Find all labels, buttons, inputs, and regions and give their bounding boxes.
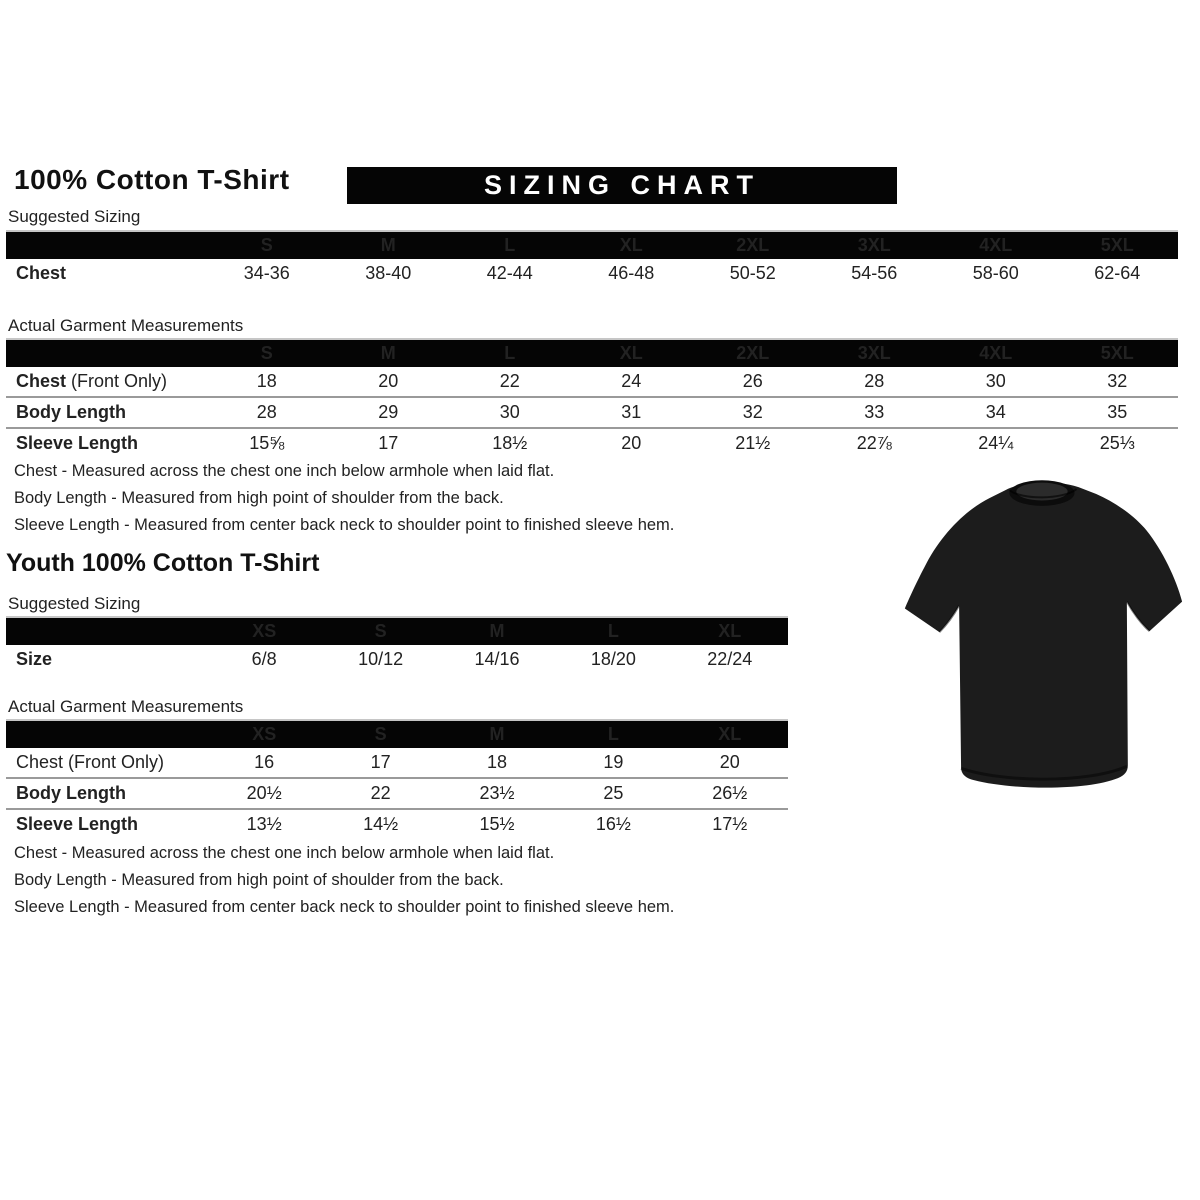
row-label-note: (Front Only) xyxy=(66,371,168,391)
row-label-text: Chest xyxy=(16,752,64,772)
row-label xyxy=(6,402,206,423)
value-cell: 20 xyxy=(378,371,399,391)
column-header: L xyxy=(607,621,619,641)
column-header: 5XL xyxy=(1100,343,1134,363)
value-cell: 25 xyxy=(603,783,624,803)
row-label-text: Size xyxy=(16,649,53,669)
youth-measurement-notes xyxy=(14,840,674,921)
value-cell: 25⅓ xyxy=(1099,433,1135,453)
value-cell: 22/24 xyxy=(707,649,753,669)
column-header: L xyxy=(504,235,516,255)
row-label-text: Chest xyxy=(16,371,67,391)
row-label-text: Body Length xyxy=(16,783,126,803)
page-title: 100% Cotton T-Shirt xyxy=(14,164,290,195)
table-header-row xyxy=(6,232,1178,259)
adult-actual-measurements-label: Actual Garment Measurements xyxy=(8,316,244,335)
column-header: 2XL xyxy=(736,343,770,363)
column-header: 5XL xyxy=(1100,235,1134,255)
value-cell: 23½ xyxy=(479,783,515,803)
value-cell: 30 xyxy=(499,402,520,422)
table-row xyxy=(6,777,788,808)
value-cell: 14½ xyxy=(363,814,399,834)
measurement-note-sleeve-length: Sleeve Length - Measured from center back neck to shoulder point to finished sleeve hem. xyxy=(14,898,675,916)
column-header: 4XL xyxy=(979,235,1013,255)
row-label-text: Sleeve Length xyxy=(16,433,139,453)
value-cell: 58-60 xyxy=(972,263,1019,283)
youth-suggested-sizing-table xyxy=(6,616,788,674)
row-label xyxy=(6,814,206,835)
column-header: L xyxy=(504,343,516,363)
value-cell: 32 xyxy=(742,402,763,422)
row-label xyxy=(6,263,206,284)
value-cell: 10/12 xyxy=(358,649,404,669)
youth-title: Youth 100% Cotton T-Shirt xyxy=(6,549,320,577)
column-header: XL xyxy=(619,343,643,363)
value-cell: 22⅞ xyxy=(856,433,892,453)
value-cell: 62-64 xyxy=(1094,263,1141,283)
sizing-chart-banner: SIZING CHART xyxy=(347,167,897,204)
adult-suggested-sizing-table xyxy=(6,230,1178,288)
value-cell: 29 xyxy=(378,402,399,422)
column-header: 3XL xyxy=(857,343,891,363)
value-cell: 21½ xyxy=(735,433,771,453)
value-cell: 24¼ xyxy=(978,433,1014,453)
value-cell: 15⅝ xyxy=(249,433,285,453)
column-header: XS xyxy=(252,621,277,641)
value-cell: 30 xyxy=(985,371,1006,391)
value-cell: 32 xyxy=(1107,371,1128,391)
table-row xyxy=(6,808,788,839)
value-cell: 13½ xyxy=(246,814,282,834)
value-cell: 14/16 xyxy=(474,649,520,669)
value-cell: 17½ xyxy=(712,814,748,834)
column-header: M xyxy=(489,724,505,744)
measurement-note-body-length: Body Length - Measured from high point of shoulder from the back. xyxy=(14,871,504,889)
value-cell: 18½ xyxy=(492,433,528,453)
value-cell: 20 xyxy=(719,752,740,772)
measurement-note-chest: Chest - Measured across the chest one inch below armhole when laid flat. xyxy=(14,844,555,862)
value-cell: 18 xyxy=(486,752,507,772)
measurement-note-chest: Chest - Measured across the chest one inch below armhole when laid flat. xyxy=(14,462,555,480)
measurement-note-sleeve-length: Sleeve Length - Measured from center back neck to shoulder point to finished sleeve hem. xyxy=(14,516,675,534)
column-header: XL xyxy=(718,621,742,641)
value-cell: 20 xyxy=(621,433,642,453)
value-cell: 33 xyxy=(864,402,885,422)
column-header: S xyxy=(374,724,387,744)
adult-actual-measurements-table xyxy=(6,338,1178,458)
value-cell: 22 xyxy=(499,371,520,391)
value-cell: 6/8 xyxy=(251,649,277,669)
value-cell: 38-40 xyxy=(365,263,412,283)
column-header: M xyxy=(489,621,505,641)
value-cell: 35 xyxy=(1107,402,1128,422)
row-label xyxy=(6,783,206,804)
table-row xyxy=(6,259,1178,288)
table-row xyxy=(6,645,788,674)
row-label xyxy=(6,752,206,773)
table-header-row xyxy=(6,340,1178,367)
value-cell: 20½ xyxy=(246,783,282,803)
table-row xyxy=(6,367,1178,396)
row-label xyxy=(6,649,206,670)
value-cell: 18/20 xyxy=(590,649,636,669)
table-row xyxy=(6,396,1178,427)
column-header: M xyxy=(380,235,396,255)
value-cell: 15½ xyxy=(479,814,515,834)
column-header: 4XL xyxy=(979,343,1013,363)
tshirt-graphic xyxy=(893,474,1189,814)
value-cell: 26½ xyxy=(712,783,748,803)
value-cell: 26 xyxy=(742,371,763,391)
value-cell: 31 xyxy=(621,402,642,422)
column-header: S xyxy=(260,235,273,255)
column-header: M xyxy=(380,343,396,363)
youth-actual-measurements-table xyxy=(6,719,788,839)
value-cell: 17 xyxy=(370,752,391,772)
value-cell: 19 xyxy=(603,752,624,772)
row-label-note: (Front Only) xyxy=(63,752,165,772)
value-cell: 42-44 xyxy=(486,263,533,283)
value-cell: 16½ xyxy=(595,814,631,834)
value-cell: 28 xyxy=(256,402,277,422)
table-row xyxy=(6,427,1178,458)
value-cell: 17 xyxy=(378,433,399,453)
column-header: XL xyxy=(718,724,742,744)
value-cell: 34 xyxy=(985,402,1006,422)
youth-suggested-sizing-label: Suggested Sizing xyxy=(8,594,141,613)
table-row xyxy=(6,748,788,777)
column-header: L xyxy=(607,724,619,744)
value-cell: 24 xyxy=(621,371,642,391)
tshirt-image xyxy=(893,474,1189,814)
value-cell: 54-56 xyxy=(851,263,898,283)
value-cell: 28 xyxy=(864,371,885,391)
table-header-row xyxy=(6,618,788,645)
row-label xyxy=(6,433,206,454)
row-label-text: Chest xyxy=(16,263,67,283)
value-cell: 46-48 xyxy=(608,263,655,283)
row-label-text: Sleeve Length xyxy=(16,814,139,834)
value-cell: 34-36 xyxy=(243,263,290,283)
youth-actual-measurements-label: Actual Garment Measurements xyxy=(8,697,244,716)
measurement-note-body-length: Body Length - Measured from high point of shoulder from the back. xyxy=(14,489,504,507)
row-label-text: Body Length xyxy=(16,402,126,422)
column-header: 3XL xyxy=(857,235,891,255)
value-cell: 16 xyxy=(254,752,275,772)
table-header-row xyxy=(6,721,788,748)
adult-measurement-notes xyxy=(14,458,674,539)
column-header: XS xyxy=(252,724,277,744)
value-cell: 18 xyxy=(256,371,277,391)
column-header: S xyxy=(374,621,387,641)
adult-suggested-sizing-label: Suggested Sizing xyxy=(8,207,141,226)
column-header: XL xyxy=(619,235,643,255)
value-cell: 50-52 xyxy=(729,263,776,283)
column-header: S xyxy=(260,343,273,363)
column-header: 2XL xyxy=(736,235,770,255)
row-label xyxy=(6,371,206,392)
value-cell: 22 xyxy=(370,783,391,803)
